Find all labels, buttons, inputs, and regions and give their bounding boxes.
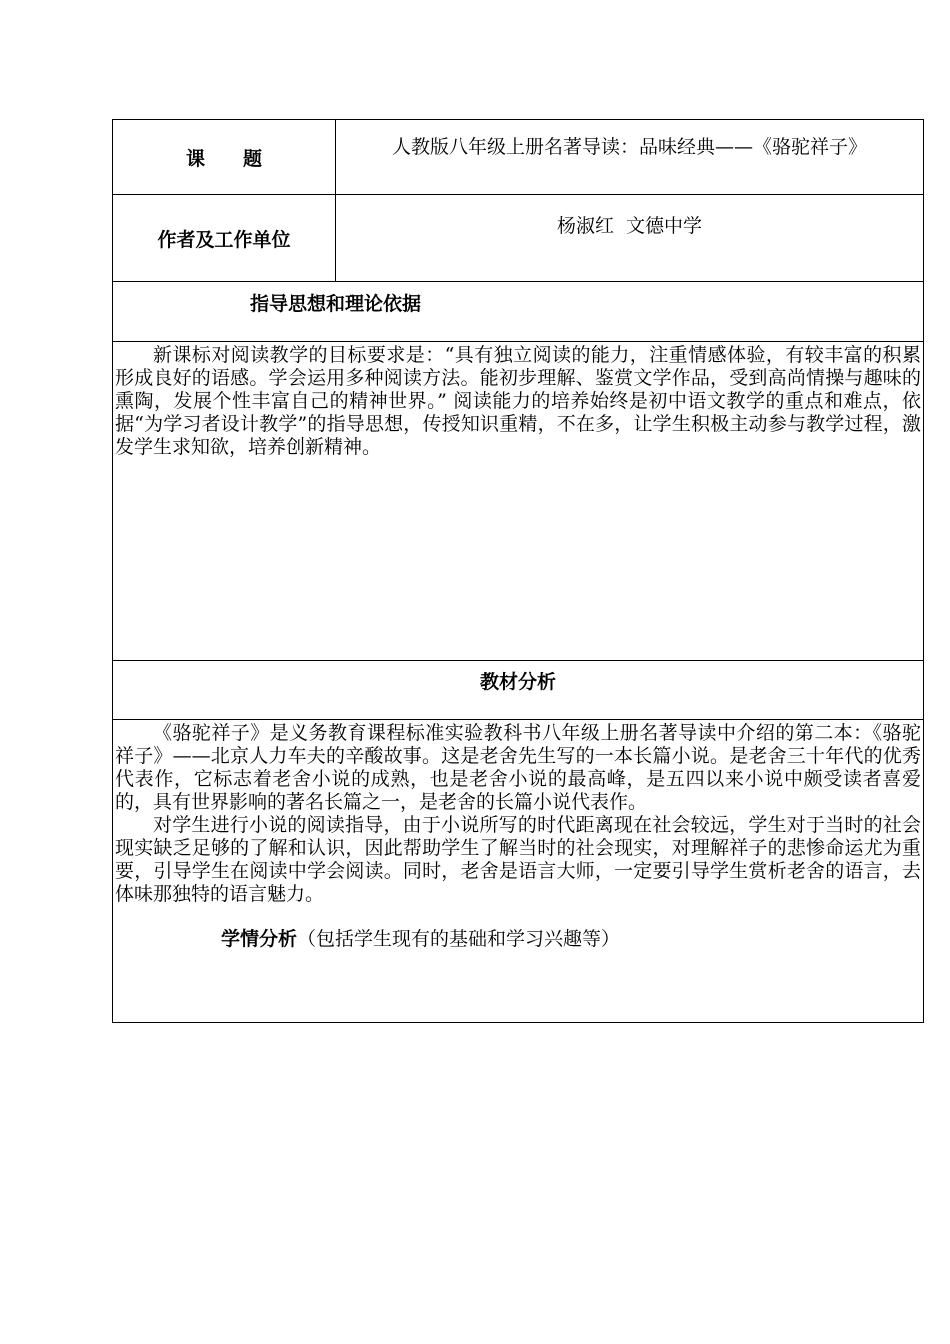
title-value: 人教版八年级上册名著导读：品味经典——《骆驼祥子》 [391, 136, 867, 158]
title-row [113, 120, 924, 195]
section1-paragraph: 新课标对阅读教学的目标要求是：“具有独立阅读的能力，注重情感体验，有较丰富的积累形成良好的语感。学会运用多种阅读方法。能初步理解、鉴赏文学作品，受到高尚情操与趣味的熏陶，发展个性丰富自己的精神世界。” 阅读能力的培养始终是初中语文教学的重点和难点，依据“为学习者设计教学”的指导思想，传授知识重精，不在多，让学生积极主动参与教学过程，激发学生求知欲，培养创新精神。 [115, 344, 921, 458]
section2-heading: 教材分析 [479, 671, 556, 693]
section1-body-cell [113, 342, 924, 661]
title-cell [336, 120, 924, 195]
author-row [113, 195, 924, 282]
section2-heading-row [113, 661, 924, 720]
section2-body-row [113, 720, 924, 1023]
title-label: 课 题 [113, 120, 336, 195]
section3-heading-note: （包括学生现有的基础和学习兴趣等） [297, 928, 621, 950]
author-value: 杨淑红 文德中学 [556, 215, 703, 237]
section2-heading-cell [113, 661, 924, 720]
section3-heading-title: 学情分析 [221, 928, 298, 950]
section1-heading-row [113, 282, 924, 342]
section1-heading-cell [113, 282, 924, 342]
section2-paragraph-2: 对学生进行小说的阅读指导，由于小说所写的时代距离现在社会较远，学生对于当时的社会现实缺乏足够的了解和认识，因此帮助学生了解当时的社会现实，对理解祥子的悲惨命运尤为重要，引导学生在阅读中学会阅读。同时，老舍是语言大师，一定要引导学生赏析老舍的语言，去体味那独特的语言魅力。 [115, 814, 921, 905]
section1-heading: 指导思想和理论依据 [250, 293, 422, 315]
section2-body-cell [113, 720, 924, 1023]
author-label: 作者及工作单位 [113, 195, 336, 282]
section1-body-row [113, 342, 924, 661]
section3-heading [221, 924, 923, 951]
lesson-plan-table [112, 119, 924, 1023]
section2-paragraph-1: 《骆驼祥子》是义务教育课程标准实验教科书八年级上册名著导读中介绍的第二本：《骆驼祥子》——北京人力车夫的辛酸故事。这是老舍先生写的一本长篇小说。是老舍三十年代的优秀代表作，它标志着老舍小说的成熟，也是老舍小说的最高峰，是五四以来小说中颇受读者喜爱的，具有世界影响的著名长篇之一，是老舍的长篇小说代表作。 [115, 722, 921, 813]
author-cell [336, 195, 924, 282]
